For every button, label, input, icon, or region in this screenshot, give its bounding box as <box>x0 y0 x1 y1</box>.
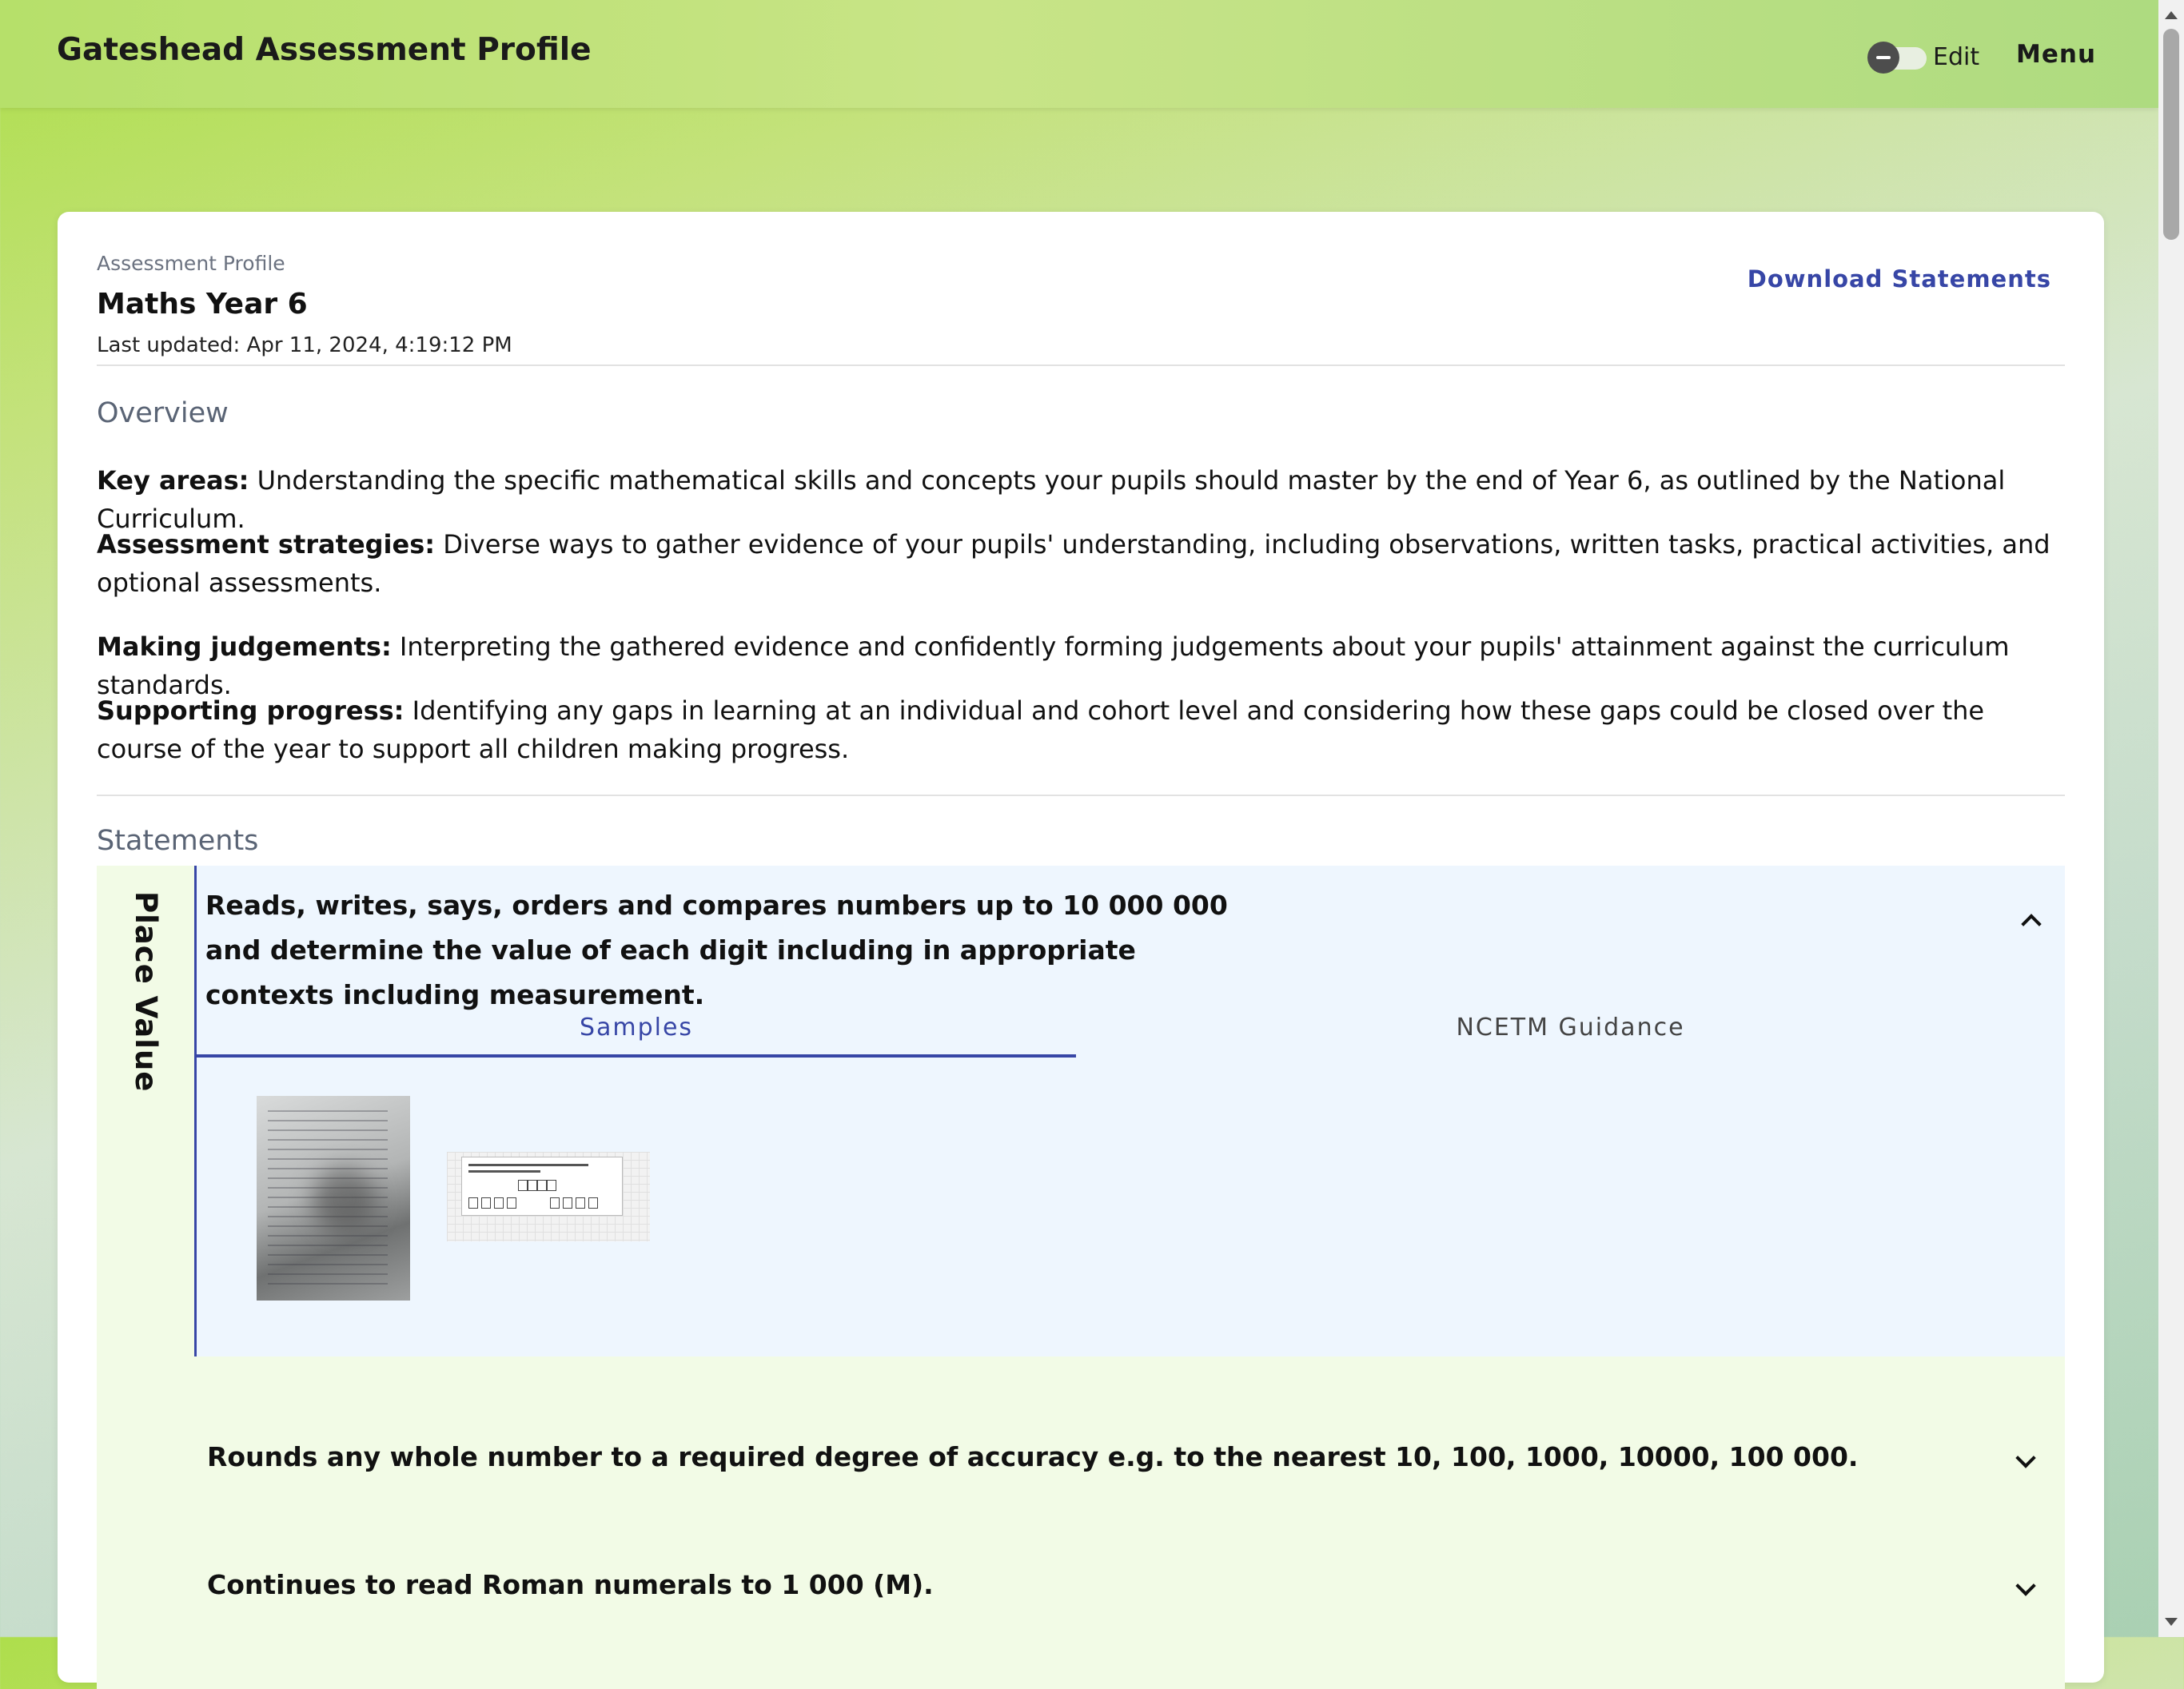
statement-group-place-value <box>97 866 2065 1689</box>
sample-thumbnail[interactable] <box>257 1096 410 1301</box>
overview-text: Understanding the specific mathematical skills and concepts your pupils should master by the end of Year 6, as outlined by the National Curriculum. <box>97 465 2006 534</box>
toggle-off-icon <box>1867 42 1899 74</box>
chevron-up-icon[interactable] <box>2021 914 2041 934</box>
overview-term: Supporting progress: <box>97 695 405 726</box>
statement-title[interactable]: Rounds any whole number to a required degree of accuracy e.g. to the nearest 10, 100, 1000, 10000, 100 000. <box>207 1441 1859 1472</box>
overview-supporting-progress <box>97 691 2065 768</box>
statement-expanded <box>194 866 2065 1356</box>
card-eyebrow: Assessment Profile <box>97 252 285 275</box>
overview-term: Making judgements: <box>97 631 392 662</box>
scrollbar[interactable] <box>2158 0 2184 1637</box>
menu-button[interactable]: Menu <box>2016 40 2097 69</box>
scroll-thumb[interactable] <box>2163 29 2179 240</box>
group-label: Place Value <box>129 891 163 1093</box>
divider <box>97 795 2065 796</box>
tab-ncetm-guidance[interactable]: NCETM Guidance <box>1456 1013 1685 1042</box>
sample-thumbnail[interactable] <box>447 1152 650 1241</box>
overview-text: Identifying any gaps in learning at an individual and cohort level and considering how these gaps could be closed over the course of the year to support all children making progress. <box>97 695 1985 764</box>
chevron-down-icon[interactable] <box>2015 1448 2035 1468</box>
last-updated: Last updated: Apr 11, 2024, 4:19:12 PM <box>97 333 512 357</box>
profile-card <box>58 212 2104 1683</box>
download-statements-button[interactable]: Download Statements <box>1747 265 2051 293</box>
app-title: Gateshead Assessment Profile <box>57 32 592 68</box>
statement-title[interactable]: Continues to read Roman numerals to 1 000 (M). <box>207 1569 934 1600</box>
overview-text: Interpreting the gathered evidence and confidently forming judgements about your pupils' attainment against the curriculum standards. <box>97 631 2010 700</box>
chevron-down-icon[interactable] <box>2015 1575 2035 1595</box>
scroll-down-icon[interactable] <box>2165 1618 2178 1626</box>
overview-assessment-strategies <box>97 525 2065 602</box>
overview-heading: Overview <box>97 397 229 429</box>
divider <box>97 364 2065 366</box>
statement-title[interactable]: Reads, writes, says, orders and compares numbers up to 10 000 000 and determine the value of each digit including in appropriate contexts including measurement. <box>205 890 1228 1010</box>
statements-heading: Statements <box>97 825 259 857</box>
edit-label: Edit <box>1933 43 1980 71</box>
overview-text: Diverse ways to gather evidence of your pupils' understanding, including observations, written tasks, practical activities, and optional assessments. <box>97 529 2050 598</box>
edit-toggle[interactable] <box>1867 42 1928 72</box>
overview-term: Assessment strategies: <box>97 529 436 560</box>
tab-samples[interactable]: Samples <box>197 1000 1076 1058</box>
scroll-up-icon[interactable] <box>2165 11 2178 19</box>
overview-term: Key areas: <box>97 465 249 496</box>
page-title: Maths Year 6 <box>97 288 308 321</box>
top-bar <box>0 0 2158 108</box>
